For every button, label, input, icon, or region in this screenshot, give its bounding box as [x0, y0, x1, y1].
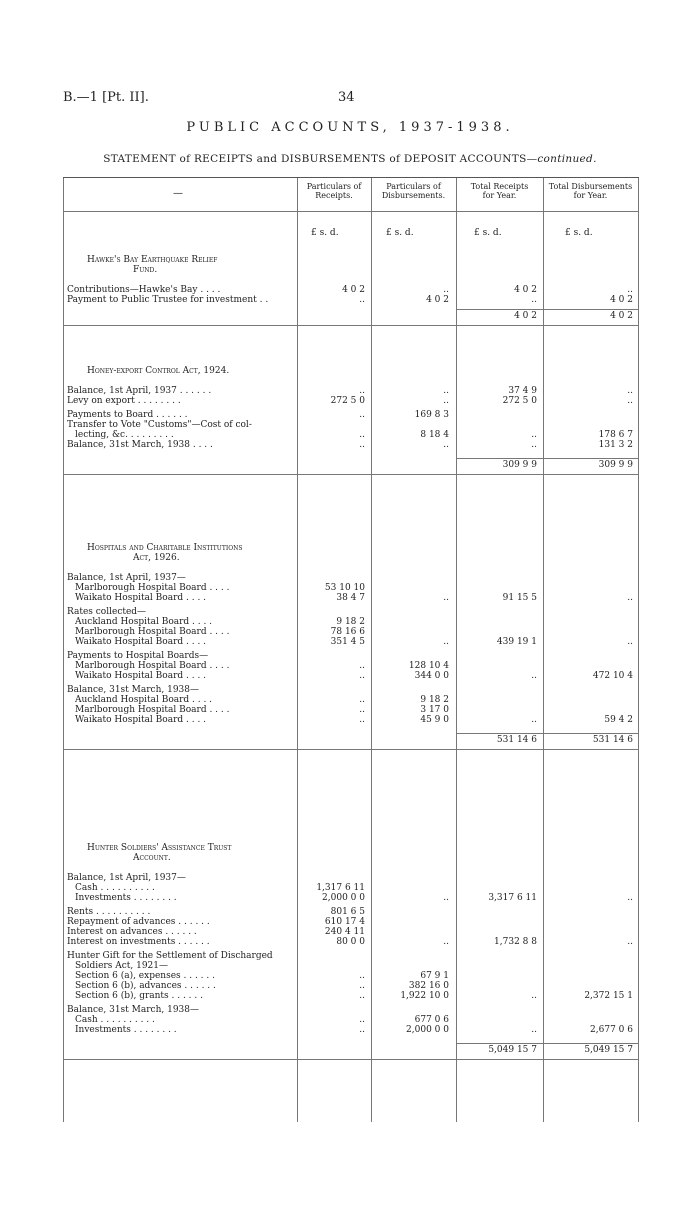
row-value-c1: .. [359, 981, 365, 991]
row-value-c4: .. [627, 285, 633, 295]
total-disbursements: 531 14 6 [592, 735, 633, 745]
section-separator [63, 1059, 639, 1060]
section-title: Act, 1926. [133, 553, 180, 563]
row-value-c4: .. [627, 386, 633, 396]
col-line-2 [371, 178, 372, 1122]
row-value-c1: .. [359, 661, 365, 671]
row-label: Auckland Hospital Board . . . . [75, 695, 213, 705]
row-label: Waikato Hospital Board . . . . [75, 671, 207, 681]
row-value-c1: 38 4 7 [336, 593, 365, 603]
row-value-c1: 80 0 0 [336, 937, 365, 947]
row-label: Contributions—Hawke's Bay . . . . [67, 285, 221, 295]
row-value-c3: .. [531, 440, 537, 450]
row-label: Marlborough Hospital Board . . . . [75, 627, 230, 637]
row-label: Section 6 (a), expenses . . . . . . [75, 971, 215, 981]
totals-rule [456, 733, 638, 734]
row-label: Cash . . . . . . . . . . [75, 1015, 155, 1025]
totals-rule [456, 458, 638, 459]
row-label: Levy on export . . . . . . . . [67, 396, 181, 406]
subtitle-main: STATEMENT of RECEIPTS and DISBURSEMENTS of DEPOSIT ACCOUNTS [103, 153, 527, 165]
row-label: Auckland Hospital Board . . . . [75, 617, 213, 627]
col-line-3 [456, 178, 457, 1122]
row-value-c1: 78 16 6 [330, 627, 365, 637]
statement-subtitle [0, 153, 700, 165]
row-value-c4: .. [627, 593, 633, 603]
row-value-c2: 677 0 6 [414, 1015, 449, 1025]
row-value-c4: 2,677 0 6 [590, 1025, 633, 1035]
row-value-c1: 4 0 2 [342, 285, 365, 295]
row-value-c4: 178 6 7 [598, 430, 633, 440]
col-header-disbursements: Particulars of Disbursements. [381, 182, 446, 200]
row-value-c1: 53 10 10 [324, 583, 365, 593]
row-label: Transfer to Vote "Customs"—Cost of col- [67, 420, 252, 430]
row-label: Soldiers Act, 1921— [75, 961, 168, 971]
row-value-c1: .. [359, 410, 365, 420]
currency-header: £ s. d. [565, 228, 593, 238]
row-value-c4: 472 10 4 [592, 671, 633, 681]
desc-column-header: — [173, 188, 183, 199]
row-label: Marlborough Hospital Board . . . . [75, 705, 230, 715]
col-line-4 [543, 178, 544, 1122]
row-label: Investments . . . . . . . . [75, 893, 177, 903]
row-value-c1: 351 4 5 [330, 637, 365, 647]
row-label: Interest on advances . . . . . . [67, 927, 197, 937]
row-value-c3: 272 5 0 [502, 396, 537, 406]
row-label: Balance, 1st April, 1937 . . . . . . [67, 386, 212, 396]
totals-rule [456, 309, 638, 310]
section-separator [63, 474, 639, 475]
row-label: Investments . . . . . . . . [75, 1025, 177, 1035]
page-title: PUBLIC ACCOUNTS, 1937-1938. [186, 120, 514, 135]
row-value-c4: 131 3 2 [598, 440, 633, 450]
total-disbursements: 5,049 15 7 [584, 1045, 633, 1055]
row-label: Payments to Board . . . . . . [67, 410, 188, 420]
row-value-c2: 8 18 4 [420, 430, 449, 440]
currency-header: £ s. d. [311, 228, 339, 238]
row-value-c2: 45 9 0 [420, 715, 449, 725]
col-header-total-disbursements: Total Disbursements for Year. [548, 182, 633, 200]
total-receipts: 4 0 2 [514, 311, 537, 321]
section-title: Fund. [133, 265, 158, 275]
row-value-c1: 240 4 11 [324, 927, 365, 937]
row-label: Repayment of advances . . . . . . [67, 917, 210, 927]
total-receipts: 531 14 6 [496, 735, 537, 745]
row-value-c3: 91 15 5 [502, 593, 537, 603]
row-label: Waikato Hospital Board . . . . [75, 715, 207, 725]
row-value-c1: 2,000 0 0 [322, 893, 365, 903]
currency-header: £ s. d. [386, 228, 414, 238]
row-label: Section 6 (b), advances . . . . . . [75, 981, 216, 991]
row-value-c2: 128 10 4 [408, 661, 449, 671]
row-value-c3: 4 0 2 [514, 285, 537, 295]
row-label: Marlborough Hospital Board . . . . [75, 583, 230, 593]
row-label: Cash . . . . . . . . . . [75, 883, 155, 893]
header-rule [63, 211, 639, 212]
total-disbursements: 309 9 9 [598, 460, 633, 470]
row-label: Marlborough Hospital Board . . . . [75, 661, 230, 671]
section-title: Honey-export Control Act, 1924. [87, 366, 230, 376]
row-value-c3: .. [531, 1025, 537, 1035]
row-label: Rates collected— [67, 607, 147, 617]
total-receipts: 309 9 9 [502, 460, 537, 470]
row-label: Waikato Hospital Board . . . . [75, 637, 207, 647]
row-label: Balance, 1st April, 1937— [67, 573, 186, 583]
row-value-c4: 4 0 2 [610, 295, 633, 305]
row-value-c1: .. [359, 430, 365, 440]
row-value-c4: .. [627, 937, 633, 947]
row-value-c4: 2,372 15 1 [584, 991, 633, 1001]
row-value-c2: 3 17 0 [420, 705, 449, 715]
row-value-c2: .. [443, 386, 449, 396]
col-line-1 [297, 178, 298, 1122]
totals-rule [456, 1043, 638, 1044]
row-value-c1: .. [359, 440, 365, 450]
row-label: Hunter Gift for the Settlement of Discharged [67, 951, 273, 961]
subtitle-continued: —continued. [526, 153, 597, 165]
col-header-total-receipts: Total Receipts for Year. [470, 182, 529, 200]
row-label: Balance, 31st March, 1938— [67, 685, 200, 695]
section-separator [63, 325, 639, 326]
total-receipts: 5,049 15 7 [488, 1045, 537, 1055]
row-label: Payments to Hospital Boards— [67, 651, 209, 661]
section-title: Hawke's Bay Earthquake Relief [87, 255, 218, 265]
row-value-c4: .. [627, 637, 633, 647]
row-value-c2: 67 9 1 [420, 971, 449, 981]
row-value-c1: .. [359, 715, 365, 725]
row-value-c3: .. [531, 430, 537, 440]
row-value-c2: 4 0 2 [426, 295, 449, 305]
accounts-table [63, 177, 639, 1122]
row-label: Waikato Hospital Board . . . . [75, 593, 207, 603]
row-label: Rents . . . . . . . . . . [67, 907, 151, 917]
total-disbursements: 4 0 2 [610, 311, 633, 321]
row-label: Balance, 31st March, 1938 . . . . [67, 440, 213, 450]
row-value-c3: .. [531, 991, 537, 1001]
row-value-c1: .. [359, 695, 365, 705]
row-value-c1: .. [359, 295, 365, 305]
row-value-c2: 2,000 0 0 [406, 1025, 449, 1035]
row-value-c1: 610 17 4 [324, 917, 365, 927]
row-value-c1: .. [359, 991, 365, 1001]
row-value-c1: .. [359, 971, 365, 981]
row-value-c2: .. [443, 637, 449, 647]
header-ref: B.—1 [Pt. II]. [63, 90, 149, 105]
row-value-c1: 801 6 5 [330, 907, 365, 917]
row-label: lecting, &c. . . . . . . . . [75, 430, 174, 440]
row-value-c3: .. [531, 671, 537, 681]
row-value-c2: .. [443, 285, 449, 295]
row-value-c1: 1,317 6 11 [316, 883, 365, 893]
row-label: Balance, 31st March, 1938— [67, 1005, 200, 1015]
row-value-c2: 382 16 0 [408, 981, 449, 991]
row-value-c2: 169 8 3 [414, 410, 449, 420]
row-value-c2: .. [443, 937, 449, 947]
row-value-c3: .. [531, 715, 537, 725]
row-value-c3: 1,732 8 8 [494, 937, 537, 947]
row-value-c2: 1,922 10 0 [400, 991, 449, 1001]
row-value-c1: 9 18 2 [336, 617, 365, 627]
col-line-0 [63, 178, 64, 1122]
row-value-c2: 344 0 0 [414, 671, 449, 681]
row-value-c3: .. [531, 295, 537, 305]
section-title: Hunter Soldiers' Assistance Trust [87, 843, 232, 853]
row-value-c3: 439 19 1 [496, 637, 537, 647]
row-label: Section 6 (b), grants . . . . . . [75, 991, 203, 1001]
row-value-c2: .. [443, 593, 449, 603]
section-title: Hospitals and Charitable Institutions [87, 543, 243, 553]
row-value-c2: .. [443, 893, 449, 903]
row-value-c4: 59 4 2 [604, 715, 633, 725]
row-value-c3: 37 4 9 [508, 386, 537, 396]
row-value-c4: .. [627, 893, 633, 903]
page-number: 34 [338, 90, 355, 105]
row-label: Interest on investments . . . . . . [67, 937, 210, 947]
section-title: Account. [133, 853, 171, 863]
currency-header: £ s. d. [474, 228, 502, 238]
row-label: Balance, 1st April, 1937— [67, 873, 186, 883]
col-line-5 [638, 178, 639, 1122]
col-header-receipts: Particulars of Receipts. [306, 182, 362, 200]
row-value-c1: .. [359, 705, 365, 715]
row-value-c1: .. [359, 1025, 365, 1035]
row-value-c1: .. [359, 386, 365, 396]
row-value-c1: .. [359, 1015, 365, 1025]
row-value-c3: 3,317 6 11 [488, 893, 537, 903]
row-value-c2: 9 18 2 [420, 695, 449, 705]
row-value-c1: 272 5 0 [330, 396, 365, 406]
row-value-c1: .. [359, 671, 365, 681]
row-label: Payment to Public Trustee for investment . . [67, 295, 269, 305]
row-value-c2: .. [443, 396, 449, 406]
row-value-c4: .. [627, 396, 633, 406]
section-separator [63, 749, 639, 750]
row-value-c2: .. [443, 440, 449, 450]
